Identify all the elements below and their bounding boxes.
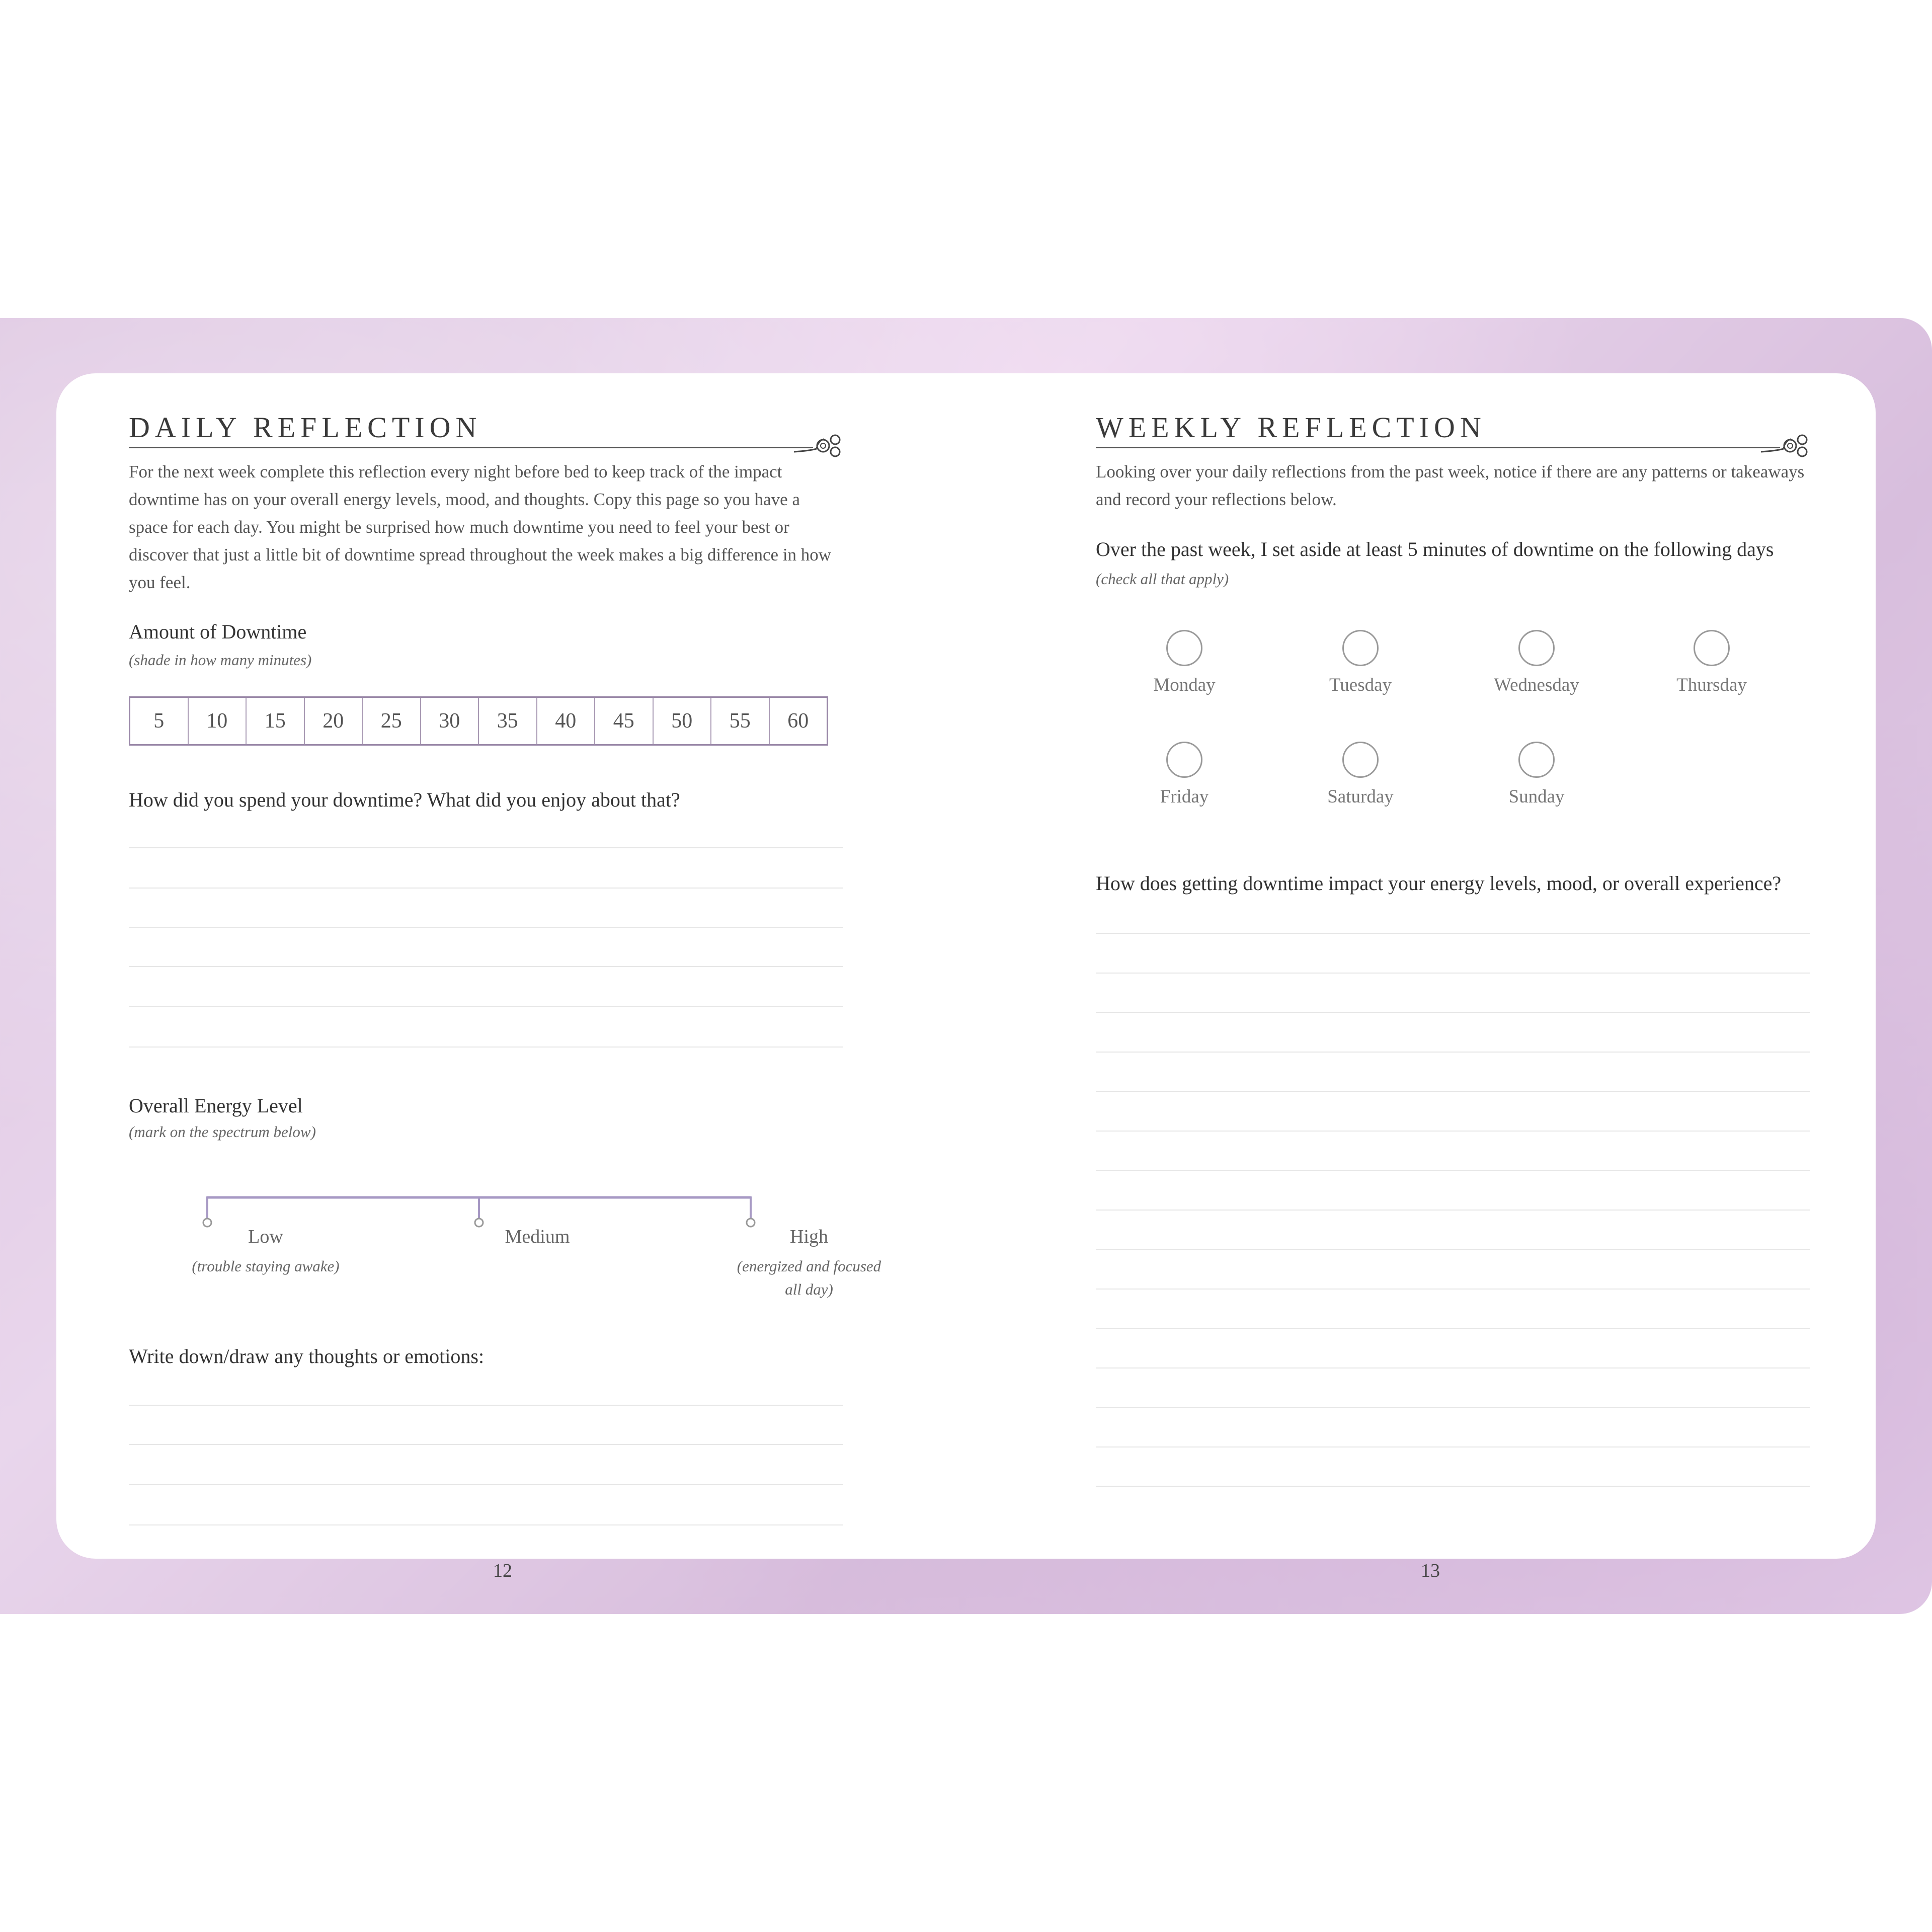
day-checkbox-wednesday[interactable] — [1476, 630, 1597, 696]
flower-ornament-icon — [794, 429, 844, 459]
right-page — [1096, 373, 1810, 1581]
checkbox-circle-icon[interactable] — [1342, 742, 1379, 778]
writing-line[interactable] — [129, 966, 843, 967]
minutes-cell[interactable]: 25 — [363, 698, 421, 744]
day-checkbox-friday[interactable] — [1124, 742, 1245, 808]
day-checkbox-saturday[interactable] — [1300, 742, 1421, 808]
checkbox-circle-icon[interactable] — [1518, 630, 1555, 666]
writing-line[interactable] — [1096, 1289, 1810, 1290]
checkbox-circle-icon[interactable] — [1342, 630, 1379, 666]
checkbox-circle-icon[interactable] — [1518, 742, 1555, 778]
day-checkbox-sunday[interactable] — [1476, 742, 1597, 808]
energy-low-note: (trouble staying awake) — [192, 1257, 340, 1275]
writing-line[interactable] — [1096, 1091, 1810, 1092]
daily-intro-text: For the next week complete this reflection every night before bed to keep track of the impact downtime has on your overall energy levels, mood, and thoughts. Copy this page so you have a space for each day. You might be surprised how much downtime you need to feel your best or discover that just a little bit of downtime spread throughout the week makes a big difference in how you feel. — [129, 462, 832, 592]
downtime-note: (shade in how many minutes) — [129, 651, 312, 669]
checkbox-circle-icon[interactable] — [1166, 742, 1202, 778]
minutes-cell[interactable]: 30 — [421, 698, 479, 744]
writing-line[interactable] — [129, 888, 843, 889]
energy-level-label: Overall Energy Level — [129, 1094, 303, 1117]
writing-line[interactable] — [1096, 1486, 1810, 1487]
title-rule — [129, 447, 813, 448]
writing-line[interactable] — [1096, 1012, 1810, 1013]
day-checkbox-thursday[interactable] — [1651, 630, 1772, 696]
writing-line[interactable] — [1096, 1249, 1810, 1250]
writing-line[interactable] — [129, 927, 843, 928]
energy-high-note: (energized and focused all day) — [737, 1257, 881, 1298]
day-checkbox-monday[interactable] — [1124, 630, 1245, 696]
checkbox-circle-icon[interactable] — [1166, 630, 1202, 666]
writing-line[interactable] — [129, 847, 843, 848]
writing-line[interactable] — [129, 1006, 843, 1007]
spend-downtime-question: How did you spend your downtime? What did you enjoy about that? — [129, 788, 680, 811]
flower-ornament-icon — [1761, 429, 1811, 459]
thoughts-question: Write down/draw any thoughts or emotions: — [129, 1345, 485, 1367]
writing-line[interactable] — [129, 1405, 843, 1406]
day-label: Tuesday — [1329, 675, 1392, 695]
writing-line[interactable] — [1096, 1407, 1810, 1408]
minutes-cell[interactable]: 35 — [479, 698, 537, 744]
downtime-label: Amount of Downtime — [129, 620, 307, 643]
weekly-intro-text: Looking over your daily reflections from the past week, notice if there are any patterns or takeaways and record your reflections below. — [1096, 462, 1805, 509]
energy-high-label: High — [790, 1226, 828, 1247]
writing-line[interactable] — [1096, 1367, 1810, 1369]
minutes-cell[interactable]: 45 — [595, 698, 654, 744]
writing-line[interactable] — [1096, 973, 1810, 974]
book-spread — [0, 318, 1932, 1614]
days-question — [1096, 535, 1810, 593]
day-label: Wednesday — [1494, 675, 1579, 695]
page-area — [56, 373, 1876, 1581]
writing-line[interactable] — [1096, 1131, 1810, 1132]
energy-level-note: (mark on the spectrum below) — [129, 1123, 316, 1141]
minutes-cell[interactable]: 55 — [711, 698, 770, 744]
left-page — [129, 373, 881, 1581]
writing-line[interactable] — [1096, 933, 1810, 934]
minutes-cell[interactable]: 20 — [305, 698, 363, 744]
writing-line[interactable] — [1096, 1328, 1810, 1329]
writing-line[interactable] — [129, 1444, 843, 1445]
minutes-cell[interactable]: 40 — [537, 698, 596, 744]
writing-line[interactable] — [1096, 1446, 1810, 1447]
minutes-cell[interactable]: 5 — [130, 698, 189, 744]
minutes-cell[interactable]: 60 — [787, 709, 809, 733]
impact-question: How does getting downtime impact your energy levels, mood, or overall experience? — [1096, 872, 1782, 895]
day-label: Friday — [1160, 786, 1209, 807]
weekly-reflection-title: WEEKLY REFLECTION — [1096, 411, 1486, 444]
page-number-left: 12 — [493, 1560, 512, 1581]
writing-line[interactable] — [129, 1484, 843, 1485]
page-number-right: 13 — [1421, 1560, 1440, 1581]
writing-line[interactable] — [1096, 1170, 1810, 1171]
minutes-cell[interactable]: 50 — [654, 698, 712, 744]
day-label: Sunday — [1508, 786, 1565, 807]
writing-line[interactable] — [1096, 1052, 1810, 1053]
checkbox-circle-icon[interactable] — [1694, 630, 1730, 666]
days-question-text: Over the past week, I set aside at least 5 minutes of downtime on the following days — [1096, 538, 1774, 560]
minutes-cell[interactable]: 10 — [189, 698, 247, 744]
writing-line[interactable] — [129, 1046, 843, 1048]
title-rule — [1096, 447, 1780, 448]
writing-line[interactable] — [129, 1524, 843, 1525]
writing-line[interactable] — [1096, 1210, 1810, 1211]
day-label: Saturday — [1327, 786, 1394, 807]
day-checkbox-tuesday[interactable] — [1300, 630, 1421, 696]
day-label: Thursday — [1676, 675, 1747, 695]
daily-reflection-title: DAILY REFLECTION — [129, 411, 482, 444]
days-question-note: (check all that apply) — [1096, 570, 1229, 588]
minutes-scale — [129, 696, 828, 746]
energy-medium-label: Medium — [505, 1226, 570, 1247]
day-label: Monday — [1153, 675, 1216, 695]
minutes-cell[interactable]: 15 — [247, 698, 305, 744]
energy-low-label: Low — [248, 1226, 283, 1247]
